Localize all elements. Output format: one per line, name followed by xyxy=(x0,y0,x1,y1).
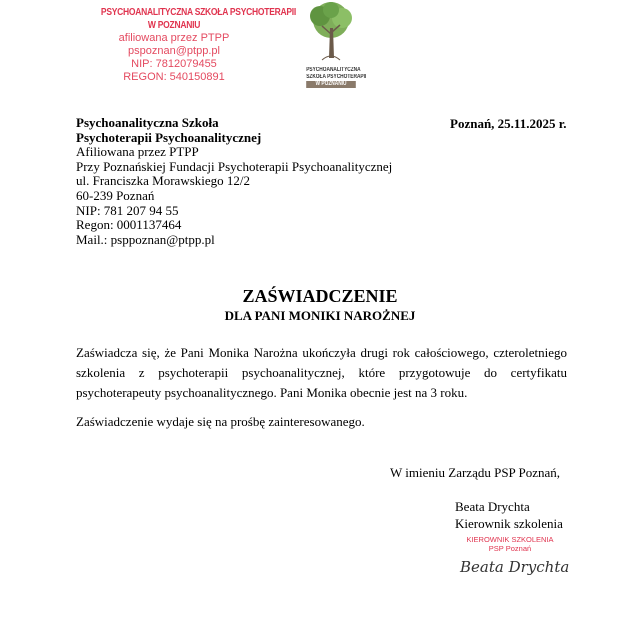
stamp-line: afiliowana przez PTPP xyxy=(118,32,230,44)
stamp-line: KIEROWNIK SZKOLENIA xyxy=(466,535,554,544)
stamp-line: REGON: 540150891 xyxy=(123,71,225,83)
sender-name: Psychoanalityczna Szkoła xyxy=(76,115,219,130)
address-line: NIP: 781 207 94 55 xyxy=(76,202,179,218)
address-line: 60-239 Poznań xyxy=(76,187,155,203)
address-line: Mail.: psppoznan@ptpp.pl xyxy=(76,231,215,247)
signer-block xyxy=(455,498,563,532)
school-stamp xyxy=(88,6,297,84)
address-line: ul. Franciszka Morawskiego 12/2 xyxy=(76,173,251,189)
tree-icon xyxy=(300,0,362,62)
address-line: Przy Poznańskiej Fundacji Psychoterapii Psychoanalitycznej xyxy=(76,158,393,174)
stamp-line: PSP Poznań xyxy=(488,544,532,553)
stamp-line: W POZNANIU xyxy=(147,20,201,31)
stamp-line: pspoznan@ptpp.pl xyxy=(128,45,220,57)
logo-text: W POZNANIU xyxy=(306,81,356,88)
stamp-line: NIP: 7812079455 xyxy=(131,58,217,70)
stamp-line: PSYCHOANALITYCZNA SZKOŁA PSYCHOTERAPII xyxy=(100,7,297,18)
logo-text: SZKOŁA PSYCHOTERAPII xyxy=(306,74,367,80)
signer-role: Kierownik szkolenia xyxy=(455,516,563,531)
signoff: W imieniu Zarządu PSP Poznań, xyxy=(390,465,561,480)
document-date: Poznań, 25.11.2025 r. xyxy=(450,116,567,131)
sender-name: Psychoterapii Psychoanalitycznej xyxy=(76,129,262,145)
handwritten-signature: Beata Drychta xyxy=(460,558,570,576)
body-paragraph: Zaświadcza się, że Pani Monika Narożna ukończyła drugi rok całościowego, czteroletniego szkolenia z psychoterapii psychoanalitycznej, które przygotowuje do certyfikatu psychoterapeuty psychoanalitycznego. Pani Monika obecnie jest na 3 roku. xyxy=(76,345,567,400)
logo-text: PSYCHOANALITYCZNA xyxy=(306,67,361,73)
signer-name: Beata Drychta xyxy=(455,499,530,514)
role-stamp xyxy=(455,535,565,553)
address-line: Regon: 0001137464 xyxy=(76,217,182,233)
sender-address xyxy=(76,116,392,247)
document-title: ZAŚWIADCZENIE xyxy=(242,286,398,306)
body-paragraph-2: Zaświadczenie wydaje się na prośbę zainteresowanego. xyxy=(76,414,365,429)
school-logo xyxy=(300,0,367,88)
document-subtitle: DLA PANI MONIKI NAROŻNEJ xyxy=(224,308,416,323)
address-line: Afiliowana przez PTPP xyxy=(76,144,199,160)
